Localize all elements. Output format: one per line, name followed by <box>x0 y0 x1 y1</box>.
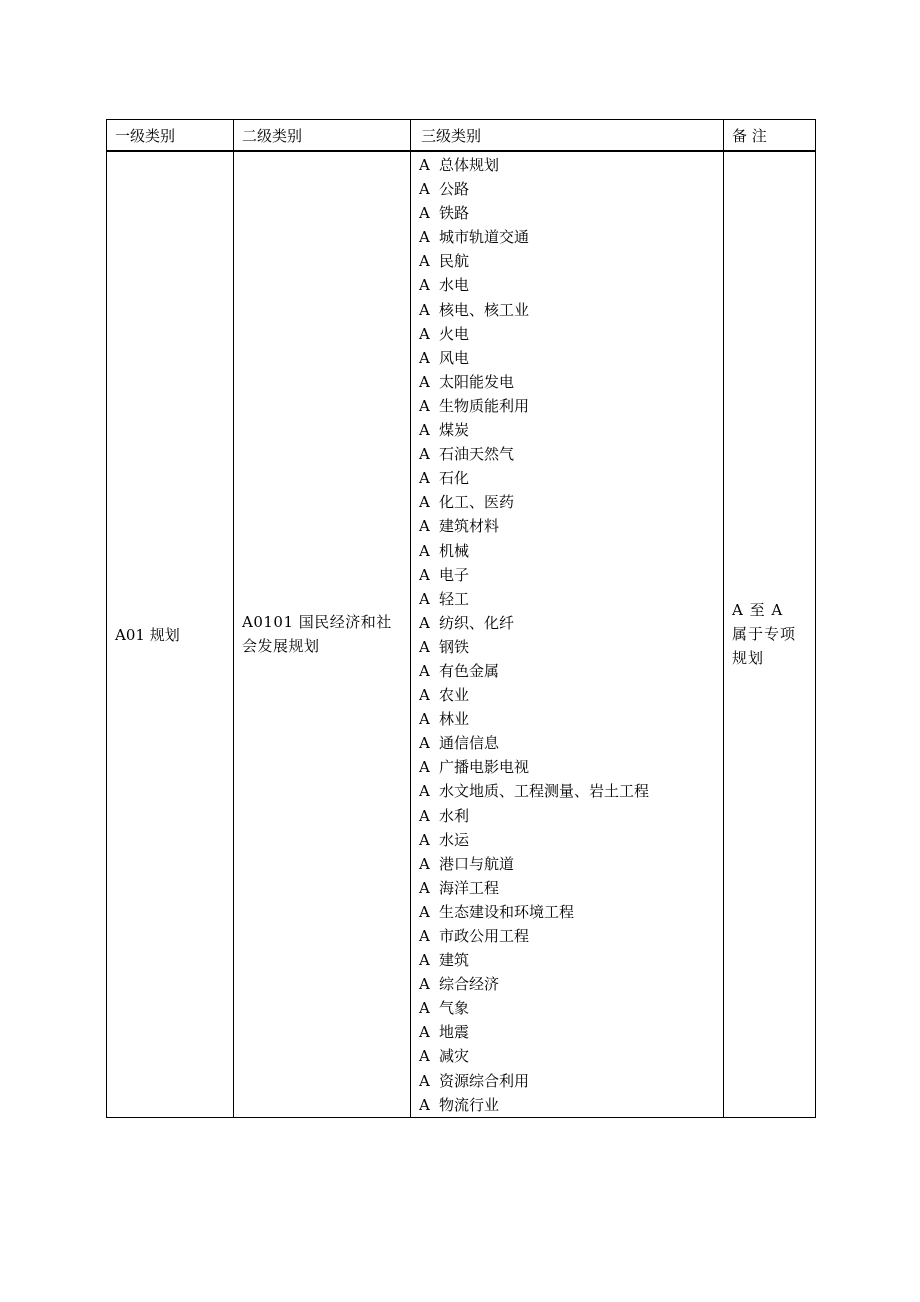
item-label: 广播电影电视 <box>439 758 530 777</box>
item-prefix: A <box>419 396 430 415</box>
item-prefix: A <box>419 951 430 970</box>
list-item <box>419 1020 723 1044</box>
item-prefix: A <box>419 758 430 777</box>
list-item <box>419 611 723 635</box>
item-prefix: A <box>419 252 430 271</box>
item-prefix: A <box>419 469 430 488</box>
cell-level2: A0101 国民经济和社会发展规划 <box>234 151 411 1117</box>
list-item <box>419 177 723 201</box>
item-prefix: A <box>419 228 430 247</box>
cell-note <box>724 151 816 1117</box>
item-label: 公路 <box>439 180 470 199</box>
item-label: 铁路 <box>439 204 470 223</box>
item-label: 生物质能利用 <box>439 396 530 415</box>
item-prefix: A <box>419 565 430 584</box>
list-item <box>419 828 723 852</box>
item-prefix: A <box>419 661 430 680</box>
header-note: 备 注 <box>724 120 816 152</box>
item-label: 风电 <box>439 348 470 367</box>
item-prefix: A <box>419 324 430 343</box>
item-label: 建筑材料 <box>439 517 500 536</box>
list-item <box>419 514 723 538</box>
list-item <box>419 804 723 828</box>
item-label: 水电 <box>439 276 470 295</box>
item-prefix: A <box>419 445 430 464</box>
item-prefix: A <box>419 1095 430 1114</box>
item-prefix: A <box>419 1071 430 1090</box>
header-row <box>107 120 816 152</box>
item-label: 林业 <box>439 710 470 729</box>
note-line2: 属于专项规划 <box>732 625 797 668</box>
cell-level1: A01 规划 <box>107 151 234 1117</box>
item-label: 减灾 <box>439 1047 470 1066</box>
list-item <box>419 298 723 322</box>
item-prefix: A <box>419 204 430 223</box>
item-prefix: A <box>419 999 430 1018</box>
item-prefix: A <box>419 180 430 199</box>
item-label: 有色金属 <box>439 661 500 680</box>
list-item <box>419 249 723 273</box>
list-item <box>419 539 723 563</box>
list-item <box>419 418 723 442</box>
item-label: 煤炭 <box>439 421 470 440</box>
item-label: 城市轨道交通 <box>439 228 530 247</box>
item-label: 电子 <box>439 565 470 584</box>
list-item <box>419 731 723 755</box>
item-prefix: A <box>419 421 430 440</box>
item-label: 总体规划 <box>439 156 500 174</box>
item-label: 火电 <box>439 324 470 343</box>
list-item <box>419 587 723 611</box>
list-item <box>419 1093 723 1117</box>
cell-level3 <box>411 151 724 1117</box>
list-item <box>419 779 723 803</box>
category-table <box>106 119 816 1118</box>
header-level2: 二级类别 <box>234 120 411 152</box>
item-label: 综合经济 <box>439 975 500 994</box>
item-prefix: A <box>419 348 430 367</box>
item-prefix: A <box>419 806 430 825</box>
header-level1: 一级类别 <box>107 120 234 152</box>
item-prefix: A <box>419 1047 430 1066</box>
list-item <box>419 972 723 996</box>
item-label: 核电、核工业 <box>439 300 530 319</box>
list-item <box>419 659 723 683</box>
list-item <box>419 635 723 659</box>
item-label: 太阳能发电 <box>439 372 515 391</box>
item-label: 钢铁 <box>439 637 470 656</box>
list-item <box>419 563 723 587</box>
item-label: 水利 <box>439 806 470 825</box>
list-item <box>419 1069 723 1093</box>
item-label: 轻工 <box>439 589 470 608</box>
list-item <box>419 876 723 900</box>
item-label: 地震 <box>439 1023 470 1042</box>
table-row <box>107 151 816 1117</box>
item-label: 气象 <box>439 999 470 1018</box>
item-label: 民航 <box>439 252 470 271</box>
list-item <box>419 225 723 249</box>
item-label: 物流行业 <box>439 1095 500 1114</box>
list-item <box>419 394 723 418</box>
list-item <box>419 924 723 948</box>
item-prefix: A <box>419 878 430 897</box>
item-label: 海洋工程 <box>439 878 500 897</box>
note-line1: A 至 A <box>732 601 784 620</box>
list-item <box>419 442 723 466</box>
list-item <box>419 852 723 876</box>
item-prefix: A <box>419 156 430 174</box>
item-label: 农业 <box>439 686 470 705</box>
list-item <box>419 490 723 514</box>
list-item <box>419 153 723 177</box>
list-item <box>419 370 723 394</box>
item-prefix: A <box>419 686 430 705</box>
item-prefix: A <box>419 830 430 849</box>
list-item <box>419 948 723 972</box>
list-item <box>419 201 723 225</box>
item-prefix: A <box>419 300 430 319</box>
item-label: 生态建设和环境工程 <box>439 902 575 921</box>
list-item <box>419 346 723 370</box>
item-label: 港口与航道 <box>439 854 515 873</box>
list-item <box>419 996 723 1020</box>
item-prefix: A <box>419 372 430 391</box>
item-prefix: A <box>419 902 430 921</box>
item-prefix: A <box>419 276 430 295</box>
item-prefix: A <box>419 517 430 536</box>
item-prefix: A <box>419 927 430 945</box>
item-label: 纺织、化纤 <box>439 613 515 632</box>
item-label: 石化 <box>439 469 470 488</box>
list-item <box>419 683 723 707</box>
list-item <box>419 707 723 731</box>
list-item <box>419 466 723 490</box>
item-prefix: A <box>419 710 430 729</box>
item-label: 石油天然气 <box>439 445 515 464</box>
item-label: 水文地质、工程测量、岩土工程 <box>439 782 650 801</box>
item-label: 水运 <box>439 830 470 849</box>
header-level3: 三级类别 <box>411 120 724 152</box>
item-prefix: A <box>419 854 430 873</box>
item-prefix: A <box>419 1023 430 1042</box>
item-prefix: A <box>419 975 430 994</box>
item-label: 建筑 <box>439 951 470 970</box>
item-label: 资源综合利用 <box>439 1071 530 1090</box>
list-item <box>419 755 723 779</box>
item-label: 通信信息 <box>439 734 500 753</box>
list-item <box>419 322 723 346</box>
item-prefix: A <box>419 637 430 656</box>
item-prefix: A <box>419 734 430 753</box>
list-item <box>419 1044 723 1068</box>
list-item <box>419 273 723 297</box>
item-label: 市政公用工程 <box>439 927 530 945</box>
item-prefix: A <box>419 613 430 632</box>
item-prefix: A <box>419 493 430 512</box>
item-prefix: A <box>419 541 430 560</box>
item-prefix: A <box>419 782 430 801</box>
item-label: 化工、医药 <box>439 493 515 512</box>
level3-list <box>419 152 723 1117</box>
item-label: 机械 <box>439 541 470 560</box>
item-prefix: A <box>419 589 430 608</box>
list-item <box>419 900 723 924</box>
